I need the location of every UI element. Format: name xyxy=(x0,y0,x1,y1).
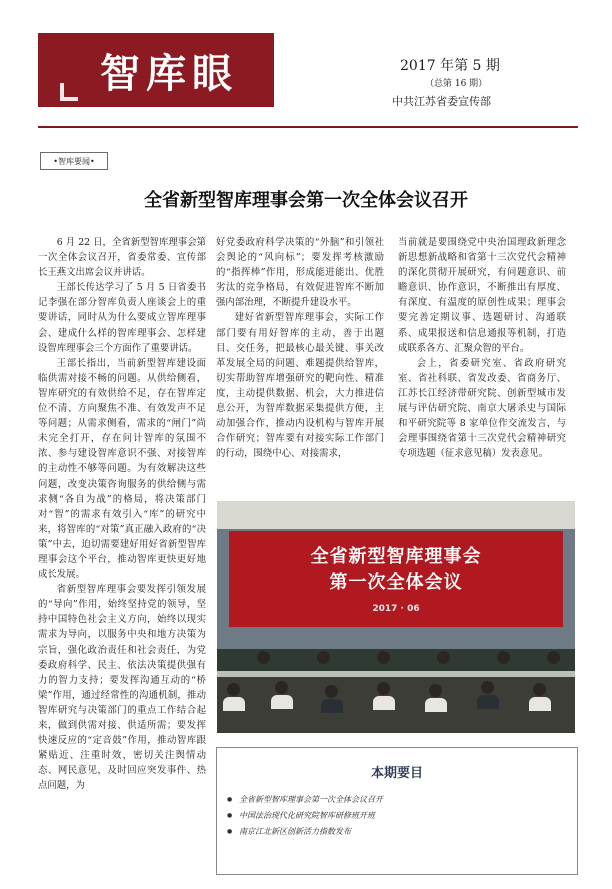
logo-text: 智库眼 xyxy=(100,50,238,97)
meeting-banner xyxy=(229,531,563,627)
header-divider xyxy=(38,126,578,128)
paragraph: 王部长传达学习了 5 月 5 日省委书记李强在部分智库负责人座谈会上的重要讲话，同时从为什么要成立智库理事会、建成什么样的智库理事会、怎样建设智库理事会三个方面作了重要讲话。 xyxy=(38,282,206,354)
photo-ceiling xyxy=(217,501,575,529)
person-head xyxy=(317,651,330,664)
paragraph: 当前就是要围绕党中央治国理政新理念新思想新战略和省第十三次党代会精神的深化贯彻开展研究，有问题意识、前瞻意识、协作意识，不断推出有厚度、有深度、有温度的原创性成果；理事会要完善定期议事、选题研讨、沟通联系、成果报送和信息通报等机制，打造成联系各方、汇聚众智的平台。 xyxy=(398,237,566,354)
contents-item xyxy=(227,826,351,837)
section-tag: •智库要闻• xyxy=(40,152,108,170)
person-head xyxy=(429,684,442,697)
banner-date: 2017 · 06 xyxy=(372,604,420,614)
person-body xyxy=(321,699,343,713)
person-head xyxy=(377,682,390,695)
contents-box xyxy=(216,747,578,875)
person-body xyxy=(425,698,447,712)
paragraph: 6 月 22 日，全省新型智库理事会第一次全体会议召开，省委常委、宣传部长王燕文出席会议并讲话。 xyxy=(38,237,206,279)
contents-item xyxy=(227,794,383,805)
paragraph: 建好省新型智库理事会，实际工作部门要有用好智库的主动，善于出题目、交任务，把最核心最关键、事关改革发展全局的问题、难题提供给智库，切实帮助智库增强研究的靶向性、精准度，主动提供数据、机会，大力推进信息公开，为智库数据采集提供方便，主动加强合作，推动内设机构与智库开展合作研究；智库要有对接实际工作部门的行动，围绕中心、对接需求， xyxy=(216,312,384,460)
banner-title-line-2: 第一次全体会议 xyxy=(329,572,463,593)
person-head xyxy=(533,683,546,696)
article-headline: 全省新型智库理事会第一次全体会议召开 xyxy=(144,190,468,211)
person-head xyxy=(377,651,390,664)
paragraph: 省新型智库理事会要发挥引领发展的“导向”作用，始终坚持党的领导，坚持中国特色社会主义方向，始终以现实需求为导向，以服务中央和地方决策为宗旨，强化政治责任和社会责任，为党委政府科学、民主、依法决策提供强有力的智力支持；要发挥沟通互动的“桥梁”作用，通过经常性的沟通机制，推动智库研究与决策部门的重点工作结合起来，做到供需对接、供适所需；要发挥快速反应的“定音鼓”作用，推动智库跟紧贴近、注重时效，密切关注舆情动态、网民意见，及时回应突发事件、热点问题，为 xyxy=(38,584,206,792)
contents-title: 本期要目 xyxy=(370,766,423,781)
person-head xyxy=(325,685,338,698)
bullet-icon: ● xyxy=(227,812,233,819)
person-head xyxy=(481,681,494,694)
bullet-icon: ● xyxy=(227,828,233,835)
masthead-logo xyxy=(38,33,274,107)
person-head xyxy=(547,651,560,664)
issue-number: 2017 年第 5 期 xyxy=(400,58,500,74)
audience xyxy=(217,677,575,733)
bullet-icon: ● xyxy=(227,796,233,803)
paragraph: 王部长指出，当前新型智库建设面临供需对接不畅的问题。从供给侧看，智库研究的有效供给不足，存在智库定位不清、方向聚焦不准、有效发声不足等问题；从需求侧看，需求的“闸门”尚未完全打开，存在问计智库的氛围不浓、参与建设智库意识不强、对接智库的主动性不够等问题。为有效解决这些问题，改变决策咨询服务的供给侧与需求侧“各自为战”的格局，将决策部门对“智”的需求有效引入“库”的研究中来，将智库的“对策”真正融入政府的“决策”中去，迫切需要建好用好省新型智库理事会这个平台，推动智库更快更好地成长发展。 xyxy=(38,357,206,581)
article-column-2 xyxy=(216,235,384,495)
total-issue-number: （总第 16 期） xyxy=(425,79,488,89)
publisher-department: 中共江苏省委宣传部 xyxy=(392,95,491,108)
article-column-1 xyxy=(38,235,206,835)
paragraph: 会上，省委研究室、省政府研究室、省社科联、省发改委、省商务厅、江苏长江经济带研究院、创新型城市发展与评估研究院、南京大屠杀史与国际和平研究院等 8 家单位作交流发言，与会理事围绕省第十三次党代会精神研究专项选题（征求意见稿）发表意见。 xyxy=(398,357,566,460)
contents-item-label: 南京江北新区创新活力指数发布 xyxy=(239,827,351,836)
person-body xyxy=(223,697,245,711)
person-head xyxy=(257,651,270,664)
person-body xyxy=(529,697,551,711)
contents-item xyxy=(227,810,375,821)
person-body xyxy=(477,695,499,709)
person-head xyxy=(497,651,510,664)
article-column-3 xyxy=(398,235,566,495)
contents-item-label: 全省新型智库理事会第一次全体会议召开 xyxy=(239,795,383,804)
person-head xyxy=(437,651,450,664)
person-head xyxy=(275,681,288,694)
person-head xyxy=(227,683,240,696)
person-body xyxy=(271,695,293,709)
meeting-photo xyxy=(217,501,575,733)
person-body xyxy=(373,696,395,710)
banner-title-line-1: 全省新型智库理事会 xyxy=(310,546,482,567)
paragraph: 好党委政府科学决策的“外脑”和引领社会舆论的“风向标”；要发挥考核激励的“指挥棒”作用，形成能进能出、优胜劣汰的竞争格局，有效促进智库不断加强内部治理，不断提升建设水平。 xyxy=(216,237,384,309)
stage-table xyxy=(217,649,575,671)
contents-item-label: 中国法治现代化研究院智库研修班开班 xyxy=(239,811,375,820)
